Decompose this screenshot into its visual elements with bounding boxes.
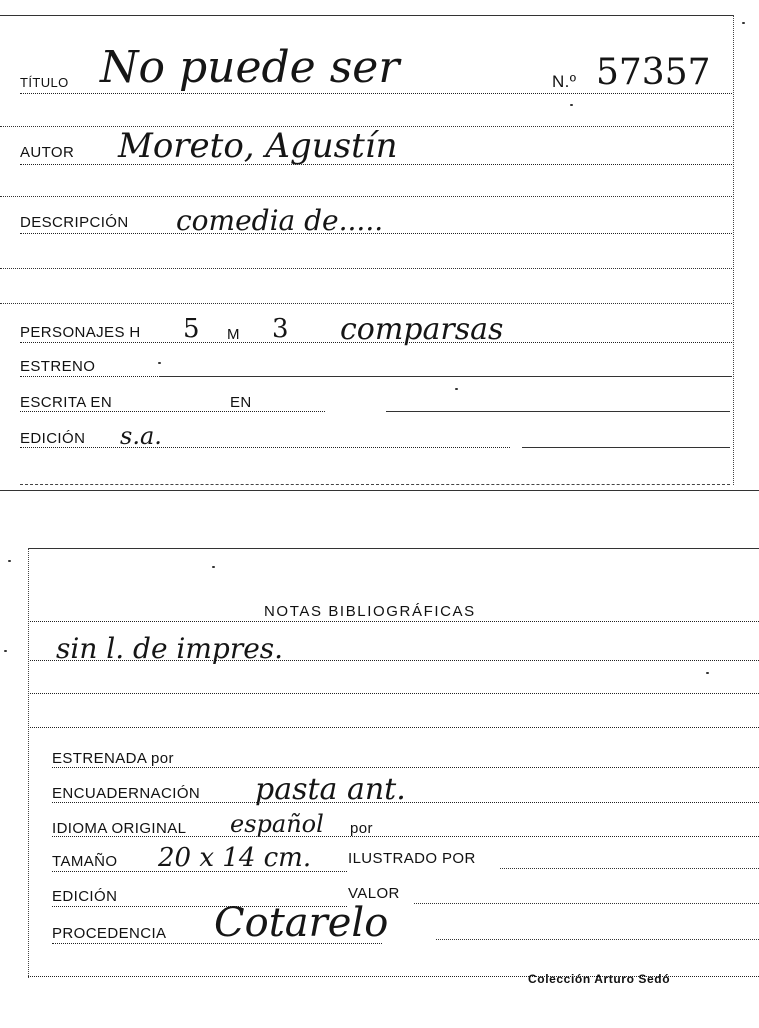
personajes-m-value: 3 — [272, 314, 289, 344]
procedencia-line-right — [436, 939, 759, 940]
procedencia-line — [52, 943, 382, 944]
encuadernacion-line — [52, 802, 759, 803]
personajes-h-value: 5 — [183, 314, 200, 344]
estrenada-line — [52, 767, 759, 768]
rule-4 — [0, 303, 732, 304]
edicion-label: EDICIÓN — [20, 430, 86, 447]
notas-title-line — [30, 621, 759, 622]
estreno-label: ESTRENO — [20, 358, 96, 375]
front-card-right-edge — [733, 15, 734, 485]
idioma-line — [52, 836, 759, 837]
front-card-bottom-dashes — [20, 484, 730, 485]
personajes-label: PERSONAJES H — [20, 324, 141, 341]
rule-2 — [0, 196, 732, 197]
footer-coleccion: Colección Arturo Sedó — [528, 972, 671, 986]
numero-label: N.º — [552, 72, 577, 91]
notas-line-3 — [30, 727, 759, 728]
descripcion-label: DESCRIPCIÓN — [20, 214, 129, 231]
personajes-m-label: M — [227, 326, 240, 343]
descripcion-line — [20, 233, 732, 234]
tamano-line — [52, 871, 347, 872]
encuadernacion-value: pasta ant. — [255, 772, 406, 807]
idioma-value: español — [230, 810, 324, 838]
back-card-left-edge — [28, 548, 29, 978]
valor-label: VALOR — [348, 885, 400, 902]
encuadernacion-label: ENCUADERNACIÓN — [52, 785, 201, 802]
escrita-en-en-label: EN — [230, 394, 252, 411]
titulo-value: No puede ser — [100, 42, 400, 93]
procedencia-label: PROCEDENCIA — [52, 925, 167, 942]
estreno-line-right — [160, 376, 732, 377]
notas-line-1 — [30, 660, 759, 661]
autor-value: Moreto, Agustín — [118, 126, 398, 166]
estrenada-label: ESTRENADA por — [52, 750, 174, 767]
front-card-bottom-edge — [0, 490, 759, 491]
numero-value: 57357 — [596, 52, 711, 93]
personajes-extra: comparsas — [340, 312, 504, 347]
back-edicion-label: EDICIÓN — [52, 888, 118, 905]
speck — [706, 672, 709, 674]
edicion-line-right — [522, 447, 730, 448]
edicion-value: s.a. — [120, 422, 162, 450]
autor-label: AUTOR — [20, 144, 75, 161]
valor-line — [414, 903, 759, 904]
rule-3 — [0, 268, 732, 269]
edicion-line-left — [20, 447, 510, 448]
speck — [455, 388, 458, 390]
idioma-por-label: por — [350, 820, 373, 837]
notas-value: sin l. de impres. — [56, 632, 284, 665]
notas-title: NOTAS BIBLIOGRÁFICAS — [264, 603, 476, 620]
speck — [4, 650, 7, 652]
procedencia-value: Cotarelo — [214, 900, 389, 946]
estreno-line-left — [20, 376, 160, 377]
tamano-value: 20 x 14 cm. — [158, 843, 312, 873]
ilustrado-line — [500, 868, 759, 869]
back-card-top-edge — [28, 548, 759, 549]
ilustrado-label: ILUSTRADO POR — [348, 850, 476, 867]
front-card-top-edge — [0, 15, 734, 16]
notas-line-2 — [30, 693, 759, 694]
speck — [212, 566, 215, 568]
autor-line — [20, 164, 732, 165]
speck — [8, 560, 11, 562]
personajes-line — [20, 342, 732, 343]
titulo-line — [20, 93, 732, 94]
escrita-line-left — [20, 411, 325, 412]
speck — [742, 22, 745, 24]
descripcion-value: comedia de..... — [176, 204, 384, 237]
escrita-line-right — [386, 411, 730, 412]
tamano-label: TAMAÑO — [52, 853, 118, 870]
escrita-en-label: ESCRITA EN — [20, 394, 113, 411]
speck — [158, 362, 161, 364]
idioma-label: IDIOMA ORIGINAL — [52, 820, 187, 837]
titulo-label: TÍTULO — [20, 75, 69, 90]
speck — [570, 104, 573, 106]
